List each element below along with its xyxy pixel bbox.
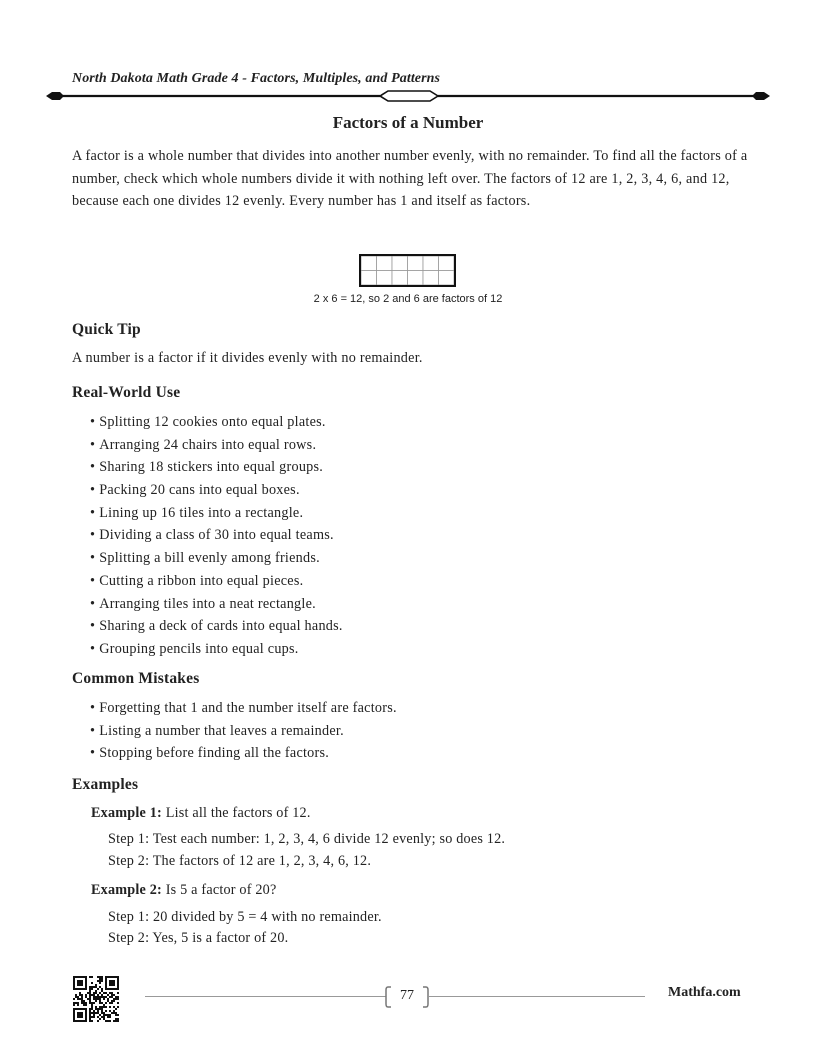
common-mistakes-list — [90, 697, 397, 765]
real-world-list — [90, 411, 343, 661]
grid-cell — [408, 256, 424, 271]
quick-tip-text: A number is a factor if it divides evenly with no remainder. — [72, 350, 423, 366]
page-title: Factors of a Number — [332, 113, 484, 132]
grid-cell — [408, 271, 424, 286]
grid-cell — [377, 256, 393, 271]
figure-caption: 2 x 6 = 12, so 2 and 6 are factors of 12 — [313, 293, 503, 305]
list-item: • Sharing 18 stickers into equal groups. — [90, 456, 343, 479]
page-number: 77 — [400, 988, 414, 1003]
list-item: • Splitting a bill evenly among friends. — [90, 547, 343, 570]
list-item: • Listing a number that leaves a remainder. — [90, 720, 397, 743]
footer-rule-right — [429, 996, 645, 997]
example-1-label: Example 1: — [91, 805, 162, 821]
site-name: Mathfa.com — [668, 985, 741, 1000]
grid-cell — [377, 271, 393, 286]
grid-cell — [439, 271, 455, 286]
examples-heading: Examples — [72, 776, 139, 793]
list-item: • Stopping before finding all the factors. — [90, 742, 397, 765]
header-rule — [46, 88, 770, 104]
array-grid-figure — [359, 254, 456, 287]
list-item: • Packing 20 cans into equal boxes. — [90, 479, 343, 502]
example-1-question — [91, 805, 311, 822]
example-1-step-1: Step 1: Test each number: 1, 2, 3, 4, 6 divide 12 evenly; so does 12. — [108, 831, 506, 847]
grid-cell — [361, 256, 377, 271]
running-header-title: North Dakota Math Grade 4 - Factors, Multiples, and Patterns — [72, 71, 441, 86]
grid-cell — [392, 256, 408, 271]
real-world-heading: Real-World Use — [72, 384, 181, 401]
list-item: • Arranging 24 chairs into equal rows. — [90, 434, 343, 457]
grid-cell — [423, 271, 439, 286]
grid-cell — [361, 271, 377, 286]
quick-tip-heading: Quick Tip — [72, 321, 141, 338]
example-2-text: Is 5 a factor of 20? — [165, 882, 277, 898]
common-mistakes-heading: Common Mistakes — [72, 670, 200, 687]
example-2-step-1: Step 1: 20 divided by 5 = 4 with no remainder. — [108, 909, 382, 925]
grid-cell — [392, 271, 408, 286]
list-item: • Grouping pencils into equal cups. — [90, 638, 343, 661]
grid-cell — [423, 256, 439, 271]
footer-rule-left — [145, 996, 386, 997]
example-1-text: List all the factors of 12. — [165, 805, 311, 821]
qr-code-icon — [73, 976, 119, 1022]
list-item: • Arranging tiles into a neat rectangle. — [90, 593, 343, 616]
grid-cell — [439, 256, 455, 271]
list-item: • Lining up 16 tiles into a rectangle. — [90, 502, 343, 525]
list-item: • Sharing a deck of cards into equal hands. — [90, 615, 343, 638]
example-1-step-2: Step 2: The factors of 12 are 1, 2, 3, 4, 6, 12. — [108, 853, 372, 869]
list-item: • Forgetting that 1 and the number itself are factors. — [90, 697, 397, 720]
example-2-step-2: Step 2: Yes, 5 is a factor of 20. — [108, 930, 289, 946]
intro-paragraph: A factor is a whole number that divides into another number evenly, with no remainder. To find all the factors of a number, check which whole numbers divide it with nothing left over. The factors of 12 are 1, 2, 3, 4, 6, and 12, because each one divides 12 evenly. Every number has 1 and itself as factors. — [72, 148, 748, 209]
example-2-label: Example 2: — [91, 882, 162, 898]
list-item: • Dividing a class of 30 into equal teams. — [90, 524, 343, 547]
list-item: • Cutting a ribbon into equal pieces. — [90, 570, 343, 593]
list-item: • Splitting 12 cookies onto equal plates. — [90, 411, 343, 434]
example-2-question — [91, 882, 276, 899]
